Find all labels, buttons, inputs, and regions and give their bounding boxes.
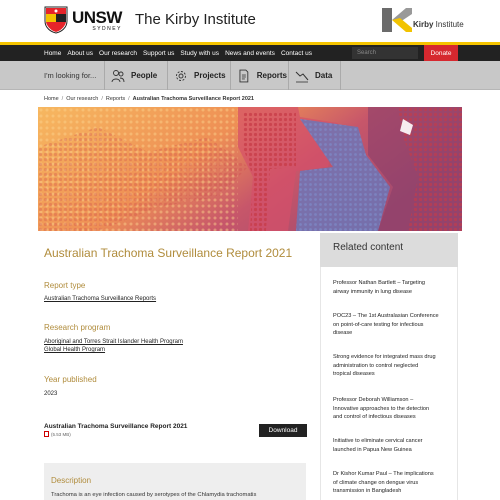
nav-about-us[interactable]: About us [67, 49, 94, 57]
people-icon [111, 69, 125, 83]
search-placeholder: Search [357, 50, 377, 56]
breadcrumb-home[interactable]: Home [44, 96, 59, 102]
data-icon [295, 69, 309, 83]
breadcrumb-reports[interactable]: Reports [105, 96, 126, 102]
related-item[interactable]: POC23 – The 1st Australasian Conference on point-of-care testing for infectious disease [333, 313, 439, 337]
quick-link-reports[interactable] [230, 61, 287, 90]
file-meta [44, 431, 71, 437]
report-type-link[interactable]: Australian Trachoma Surveillance Reports [44, 296, 157, 302]
nav-support-us[interactable]: Support us [142, 49, 175, 57]
year-published-heading: Year published [44, 375, 97, 384]
file-size: (5.53 MB) [51, 431, 71, 437]
related-content-heading: Related content [333, 242, 404, 253]
nav-our-research[interactable]: Our research [99, 49, 137, 57]
reports-icon [237, 69, 251, 83]
unsw-wordmark: UNSW [72, 7, 122, 27]
related-item[interactable]: Professor Nathan Bartlett – Targeting airway immunity in lung disease [333, 280, 425, 295]
download-button[interactable]: Download [259, 424, 307, 437]
looking-for-label: I'm looking for... [44, 71, 97, 80]
search-input[interactable] [352, 47, 418, 59]
quick-link-projects-label: Projects [194, 71, 226, 80]
year-published-value: 2023 [44, 391, 58, 397]
breadcrumb-separator: / [128, 96, 130, 102]
kirby-k-icon [380, 6, 412, 34]
quick-link-people-label: People [131, 71, 158, 80]
related-content-list [320, 267, 458, 500]
nav-contact-us[interactable]: Contact us [280, 49, 313, 57]
program-link-atsi-health[interactable]: Aboriginal and Torres Strait Islander Health Program [44, 339, 183, 345]
description-text: Trachoma is an eye infection caused by serotypes of the Chlamydia trachomatis [51, 492, 257, 498]
pdf-file-icon [44, 431, 49, 437]
related-item[interactable]: Initiative to eliminate cervical cancer launched in Papua New Guinea [333, 438, 423, 453]
breadcrumb-separator: / [101, 96, 103, 102]
related-item[interactable]: Dr Kishor Kumar Paul – The implications of climate change on dengue virus transmission in Bangladesh [333, 471, 434, 495]
nav-home[interactable]: Home [44, 49, 62, 57]
donate-button[interactable]: Donate [424, 45, 458, 61]
kirby-logo[interactable] [380, 6, 464, 34]
related-item[interactable]: Strong evidence for integrated mass drug administration to control neglected tropical diseases [333, 354, 436, 378]
unsw-sydney-label: SYDNEY [92, 25, 122, 32]
nav-study-with-us[interactable]: Study with us [180, 49, 220, 57]
site-header [0, 0, 500, 42]
breadcrumb [44, 96, 254, 102]
unsw-logo[interactable] [44, 6, 122, 34]
description-panel [44, 463, 306, 500]
breadcrumb-separator: / [61, 96, 64, 102]
quick-link-reports-label: Reports [256, 71, 287, 80]
related-content-header [320, 233, 458, 267]
program-link-global-health[interactable]: Global Health Program [44, 347, 106, 353]
projects-icon [174, 69, 188, 83]
looking-for-bar [0, 61, 500, 90]
quick-link-data-label: Data [315, 71, 333, 80]
page-title: Australian Trachoma Surveillance Report 2021 [44, 246, 293, 260]
research-program-heading: Research program [44, 323, 111, 332]
quick-link-people[interactable] [104, 61, 161, 90]
file-title: Australian Trachoma Surveillance Report 2021 [44, 423, 188, 430]
nav-news-and-events[interactable]: News and events [225, 49, 275, 57]
hero-banner-image [38, 107, 462, 231]
quick-link-projects[interactable] [167, 61, 229, 90]
report-type-heading: Report type [44, 281, 86, 290]
related-item[interactable]: Professor Deborah Williamson – Innovative approaches to the detection and control of infectious diseases [333, 397, 430, 421]
kirby-wordmark: Kirby Institute [413, 20, 464, 29]
breadcrumb-our-research[interactable]: Our research [66, 96, 99, 102]
quick-link-data[interactable] [288, 61, 340, 90]
quickbar-divider [340, 61, 341, 90]
unsw-crest-icon [44, 6, 68, 34]
site-title[interactable]: The Kirby Institute [135, 11, 256, 28]
main-nav [0, 45, 500, 61]
breadcrumb-current: Australian Trachoma Surveillance Report 2021 [132, 96, 254, 102]
description-heading: Description [51, 476, 92, 485]
